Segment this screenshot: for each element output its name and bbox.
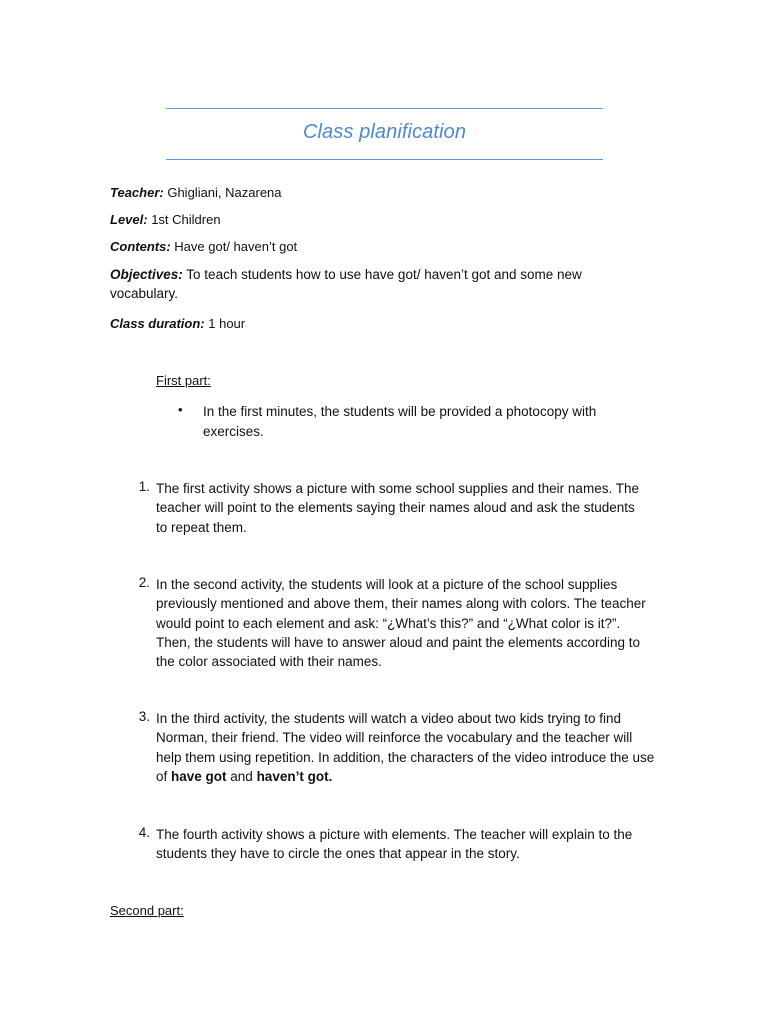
duration-line — [110, 314, 630, 333]
second-part-heading: Second part: — [110, 903, 184, 918]
contents-line — [110, 237, 630, 256]
objectives-label: Objectives: — [110, 267, 183, 282]
first-part-heading: First part: — [156, 373, 211, 388]
activity-text: and — [226, 768, 257, 784]
activity-bold-text: have got — [171, 768, 227, 784]
activity-item — [156, 709, 656, 786]
contents-label: Contents: — [110, 239, 171, 254]
duration-value: 1 hour — [208, 316, 246, 331]
activity-number: 2. — [138, 575, 150, 590]
title-top-rule — [166, 108, 603, 109]
objectives-value: To teach students how to use have got/ haven’t got and some new vocabulary. — [110, 267, 582, 301]
level-label: Level: — [110, 212, 148, 227]
contents-value: Have got/ haven’t got — [174, 239, 298, 254]
activity-item: The fourth activity shows a picture with elements. The teacher will explain to the students they have to circle the ones that appear in the story. — [156, 827, 633, 862]
activity-item: In the second activity, the students will look at a picture of the school supplies previously mentioned and above them, their names along with colors. The teacher would point to each element and ask: “¿What’s this?” and “¿What color is it?”. Then, the students will have to answer aloud and paint the elements according to the color associated with their names. — [156, 577, 646, 670]
activity-number: 3. — [138, 709, 150, 724]
level-line — [110, 210, 630, 229]
activity-item: The first activity shows a picture with some school supplies and their names. The teacher will point to the elements saying their names aloud and ask the students to repeat them. — [156, 481, 639, 535]
activity-text: In the third activity, the students will watch a video about two kids trying to find Norman, their friend. The video will reinforce the vocabulary and the teacher will help them using repetition. In addition, the characters of the video introduce the use of — [156, 711, 655, 784]
activity-number: 1. — [138, 479, 150, 494]
title-bottom-rule — [166, 159, 603, 160]
teacher-label: Teacher: — [110, 185, 164, 200]
objectives-line — [110, 265, 620, 303]
bullet-icon: • — [178, 402, 183, 417]
activity-number: 4. — [138, 825, 150, 840]
teacher-line — [110, 183, 630, 202]
teacher-value: Ghigliani, Nazarena — [167, 185, 282, 200]
level-value: 1st Children — [151, 212, 221, 227]
activity-bold-text: haven’t got. — [256, 768, 333, 784]
bullet-item: In the first minutes, the students will be provided a photocopy with exercises. — [203, 404, 597, 439]
page-title: Class planification — [302, 121, 467, 143]
duration-label: Class duration: — [110, 316, 205, 331]
